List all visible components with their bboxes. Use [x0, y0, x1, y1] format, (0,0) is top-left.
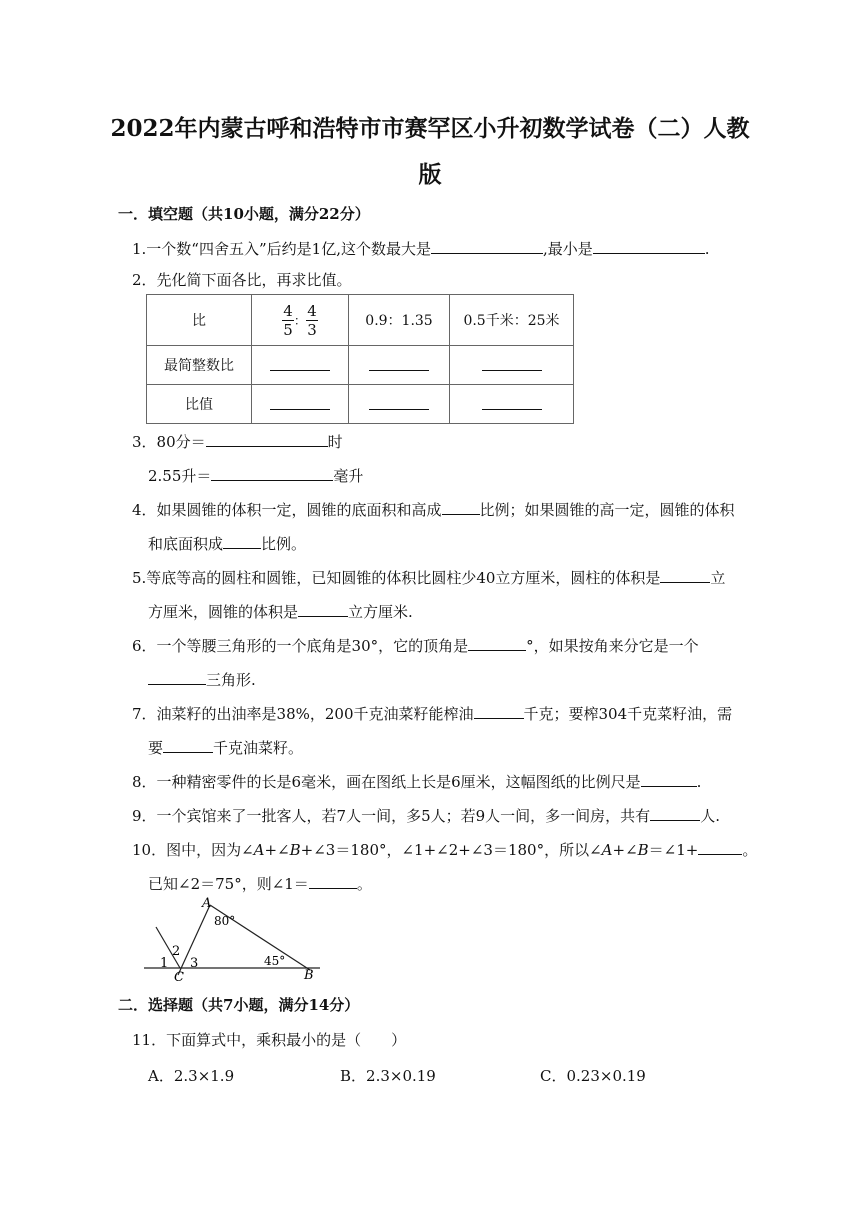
frac2-numerator: 4: [307, 301, 317, 320]
question-6-line-2: [148, 668, 256, 690]
q10-text-e: 。: [742, 841, 758, 859]
label-b: B: [304, 968, 314, 981]
q10-blank-1[interactable]: [698, 838, 742, 855]
q10-text-plus: +∠: [264, 841, 290, 859]
q1-text-a: 1.一个数“四舍五入”后约是1亿,这个数最大是: [132, 240, 431, 258]
page-title: 2022年内蒙古呼和浩特市市赛罕区小升初数学试卷（二）人教版: [110, 115, 750, 188]
q3-blank-ml[interactable]: [211, 464, 333, 481]
q6-blank-2[interactable]: [148, 668, 206, 685]
angle-1: 1: [160, 956, 169, 971]
option-c[interactable]: C．0.23×0.19: [540, 1067, 646, 1085]
question-9: [132, 804, 720, 826]
q5-text-a: 5.等底等高的圆柱和圆锥，已知圆锥的体积比圆柱少40立方厘米，圆柱的体积是: [132, 569, 661, 587]
question-7-line-2: [148, 736, 303, 758]
question-5-line-2: [148, 600, 413, 622]
value-blank-2[interactable]: [349, 385, 450, 424]
q5-blank-2[interactable]: [298, 600, 348, 617]
q6-text-c: 三角形.: [206, 671, 256, 689]
q10-blank-2[interactable]: [309, 872, 357, 889]
q8-text-b: .: [696, 773, 702, 791]
q6-text-a: 6．一个等腰三角形的一个底角是30°，它的顶角是: [132, 637, 469, 655]
triangle-figure: [142, 897, 322, 981]
q10-text-g: 。: [356, 875, 372, 893]
q1-text-c: .: [704, 240, 710, 258]
option-b[interactable]: B．2.3×0.19: [340, 1067, 436, 1085]
value-blank-1[interactable]: [252, 385, 349, 424]
question-11: 11．下面算式中，乘积最小的是（ ）: [132, 1031, 407, 1049]
question-10-line-1: [132, 838, 757, 860]
q9-text-b: 人.: [700, 807, 720, 825]
q7-blank-2[interactable]: [163, 736, 213, 753]
question-6-line-1: [132, 634, 699, 656]
q6-text-b: °，如果按角来分它是一个: [526, 637, 699, 655]
ratio-colon: ：: [293, 313, 306, 327]
q9-blank[interactable]: [650, 804, 700, 821]
q1-blank-max[interactable]: [431, 237, 543, 254]
q4-blank-2[interactable]: [223, 532, 261, 549]
q4-text-d: 比例。: [261, 535, 307, 553]
section-heading-choice: 二．选择题（共7小题，满分14分）: [118, 996, 360, 1014]
simplest-blank-2[interactable]: [349, 346, 450, 385]
q4-blank-1[interactable]: [442, 498, 480, 515]
q4-text-a: 4．如果圆锥的体积一定，圆锥的底面积和高成: [132, 501, 442, 519]
q7-text-a: 7．油菜籽的出油率是38%，200千克油菜籽能榨油: [132, 705, 474, 723]
q10-text-b: +∠3＝180°，∠1+∠2+∠3＝180°，所以∠: [300, 841, 602, 859]
angle-3: 3: [190, 956, 199, 971]
question-1: [132, 237, 710, 259]
option-a[interactable]: A．2.3×1.9: [148, 1067, 235, 1085]
label-a: A: [202, 897, 212, 911]
simplest-blank-3[interactable]: [450, 346, 574, 385]
question-5-line-1: [132, 566, 725, 588]
q10-text-c: +∠: [612, 841, 638, 859]
cell-length-ratio: 0.5千米：25米: [450, 295, 574, 346]
q10-text-a: 10．图中，因为∠: [132, 841, 254, 859]
fraction-4-3: [306, 303, 318, 338]
ratio-table: [146, 294, 574, 424]
q10-text-f: 已知∠2＝75°，则∠1＝: [148, 875, 309, 893]
question-4-line-1: [132, 498, 735, 520]
q4-text-b: 比例；如果圆锥的高一定，圆锥的体积: [479, 501, 735, 519]
section-heading-fill-blank: 一．填空题（共10小题，满分22分）: [118, 205, 370, 223]
label-c: C: [174, 970, 184, 981]
row-header-value: 比值: [147, 385, 252, 424]
row-header-simplest: 最简整数比: [147, 346, 252, 385]
question-7-line-1: [132, 702, 732, 724]
q5-blank-1[interactable]: [660, 566, 710, 583]
q3-text-c: 2.55升＝: [148, 467, 212, 485]
q3-text-b: 时: [327, 433, 343, 451]
q8-text-a: 8．一种精密零件的长是6毫米，画在图纸上长是6厘米，这幅图纸的比例尺是: [132, 773, 641, 791]
q10-var-b2: B: [637, 841, 649, 859]
angle-b: 45°: [264, 954, 286, 968]
q6-blank-1[interactable]: [468, 634, 526, 651]
frac2-denominator: 3: [307, 320, 317, 339]
simplest-blank-1[interactable]: [252, 346, 349, 385]
q4-text-c: 和底面积成: [148, 535, 224, 553]
q7-text-d: 千克油菜籽。: [213, 739, 304, 757]
angle-a: 80°: [214, 914, 236, 928]
question-3-line-2: [148, 464, 363, 486]
question-4-line-2: [148, 532, 306, 554]
q5-text-c: 方厘米，圆锥的体积是: [148, 603, 299, 621]
q3-text-d: 毫升: [333, 467, 364, 485]
question-2: 2．先化简下面各比，再求比值。: [132, 271, 352, 289]
q7-text-b: 千克；要榨304千克菜籽油，需: [523, 705, 733, 723]
value-blank-3[interactable]: [450, 385, 574, 424]
frac1-numerator: 4: [283, 301, 293, 320]
q10-var-a: A: [253, 841, 265, 859]
question-3-line-1: [132, 430, 343, 452]
q3-text-a: 3．80分＝: [132, 433, 206, 451]
cell-decimal-ratio: 0.9：1.35: [349, 295, 450, 346]
q5-text-b: 立: [710, 569, 726, 587]
fraction-4-5: [282, 303, 294, 338]
q3-blank-hours[interactable]: [206, 430, 328, 447]
q9-text-a: 9．一个宾馆来了一批客人，若7人一间，多5人；若9人一间，多一间房，共有: [132, 807, 651, 825]
q5-text-d: 立方厘米.: [348, 603, 413, 621]
question-10-line-2: [148, 872, 372, 894]
question-8: [132, 770, 701, 792]
q10-text-d: ＝∠1+: [648, 841, 699, 859]
q10-var-b: B: [289, 841, 301, 859]
cell-fraction-ratio: [252, 295, 349, 346]
q1-blank-min[interactable]: [593, 237, 705, 254]
angle-2: 2: [172, 944, 181, 959]
frac1-denominator: 5: [283, 320, 293, 339]
q10-var-a2: A: [601, 841, 613, 859]
q1-text-b: ,最小是: [542, 240, 593, 258]
q7-text-c: 要: [148, 739, 164, 757]
q8-blank[interactable]: [641, 770, 697, 787]
row-header-ratio: 比: [147, 295, 252, 346]
q7-blank-1[interactable]: [474, 702, 524, 719]
